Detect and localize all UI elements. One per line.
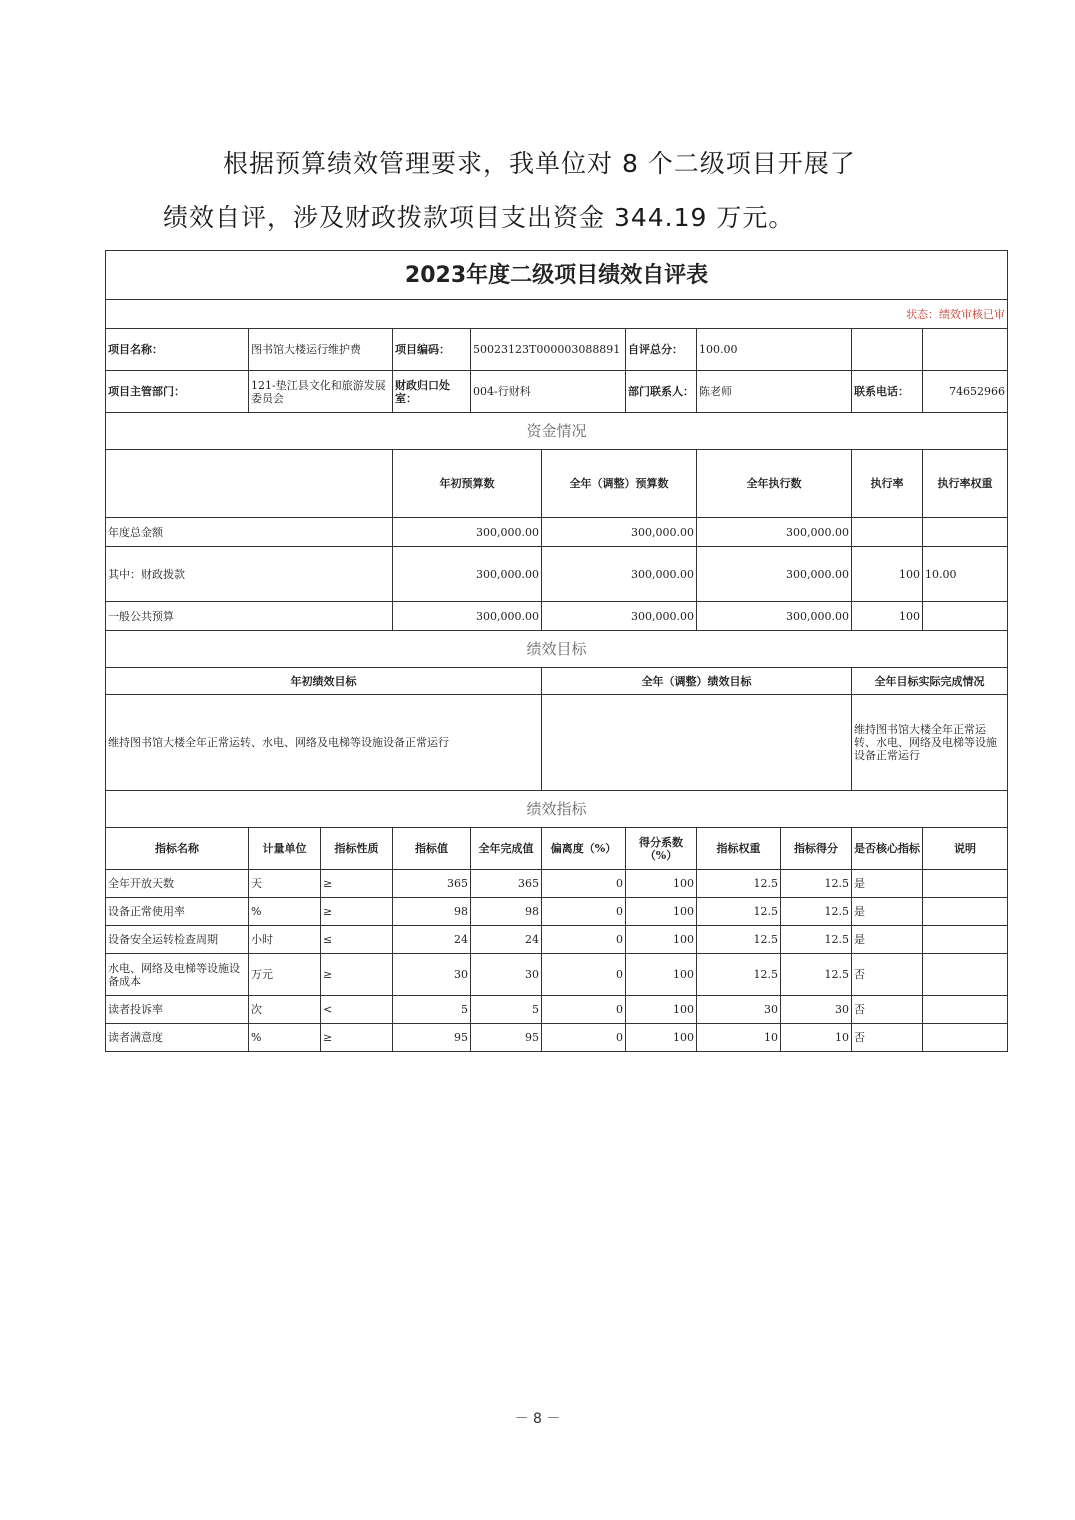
- ind-nature: ≥: [321, 898, 393, 926]
- fund-initial: 300,000.00: [393, 602, 542, 631]
- ind-score: 12.5: [781, 870, 852, 898]
- ind-nature: ≥: [321, 954, 393, 996]
- ind-name: 设备正常使用率: [106, 898, 249, 926]
- ind-deviation: 0: [542, 1024, 626, 1052]
- funds-row: [106, 547, 1008, 602]
- ind-coef: 100: [626, 954, 697, 996]
- ind-core: 是: [852, 870, 923, 898]
- ind-coef: 100: [626, 926, 697, 954]
- ind-header-done: 全年完成值: [471, 828, 542, 870]
- ind-unit: 万元: [249, 954, 321, 996]
- fund-weight: [923, 518, 1008, 547]
- ind-nature: ≥: [321, 870, 393, 898]
- ind-target: 24: [393, 926, 471, 954]
- ind-deviation: 0: [542, 954, 626, 996]
- ind-coef: 100: [626, 898, 697, 926]
- ind-done: 365: [471, 870, 542, 898]
- ind-target: 30: [393, 954, 471, 996]
- funds-header-initial: 年初预算数: [393, 450, 542, 518]
- ind-name: 设备安全运转检查周期: [106, 926, 249, 954]
- fund-adjusted: 300,000.00: [542, 602, 697, 631]
- indicator-row: [106, 996, 1008, 1024]
- ind-nature: ≥: [321, 1024, 393, 1052]
- ind-header-coef: 得分系数（%）: [626, 828, 697, 870]
- ind-unit: %: [249, 1024, 321, 1052]
- ind-name: 读者投诉率: [106, 996, 249, 1024]
- ind-note: [923, 898, 1008, 926]
- ind-header-name: 指标名称: [106, 828, 249, 870]
- ind-target: 95: [393, 1024, 471, 1052]
- funds-header-weight: 执行率权重: [923, 450, 1008, 518]
- intro-line-2: 绩效自评，涉及财政拨款项目支出资金 344.19 万元。: [163, 203, 795, 232]
- fund-executed: 300,000.00: [697, 602, 852, 631]
- goals-header-initial: 年初绩效目标: [106, 668, 542, 695]
- indicator-row: [106, 926, 1008, 954]
- ind-score: 10: [781, 1024, 852, 1052]
- ind-done: 98: [471, 898, 542, 926]
- funds-header-row: [106, 450, 1008, 518]
- info-row-2: [106, 371, 1008, 413]
- funds-row: [106, 518, 1008, 547]
- ind-core: 否: [852, 954, 923, 996]
- fund-adjusted: 300,000.00: [542, 547, 697, 602]
- ind-nature: <: [321, 996, 393, 1024]
- funds-section-title: 资金情况: [106, 413, 1008, 450]
- indicator-row: [106, 898, 1008, 926]
- ind-name: 读者满意度: [106, 1024, 249, 1052]
- ind-name: 水电、网络及电梯等设施设备成本: [106, 954, 249, 996]
- dept-label: 项目主管部门：: [106, 371, 249, 413]
- ind-weight: 10: [697, 1024, 781, 1052]
- ind-weight: 30: [697, 996, 781, 1024]
- fund-executed: 300,000.00: [697, 547, 852, 602]
- ind-unit: 小时: [249, 926, 321, 954]
- funds-header-executed: 全年执行数: [697, 450, 852, 518]
- project-name-label: 项目名称：: [106, 329, 249, 371]
- ind-core: 是: [852, 926, 923, 954]
- ind-note: [923, 870, 1008, 898]
- indicators-section-title: 绩效指标: [106, 791, 1008, 828]
- fund-adjusted: 300,000.00: [542, 518, 697, 547]
- funds-header-adjusted: 全年（调整）预算数: [542, 450, 697, 518]
- info-row-1: [106, 329, 1008, 371]
- goals-header-adjusted: 全年（调整）绩效目标: [542, 668, 852, 695]
- ind-core: 否: [852, 996, 923, 1024]
- empty-cell: [852, 329, 923, 371]
- ind-done: 5: [471, 996, 542, 1024]
- ind-header-target: 指标值: [393, 828, 471, 870]
- ind-weight: 12.5: [697, 926, 781, 954]
- goals-section-title: 绩效目标: [106, 631, 1008, 668]
- ind-header-deviation: 偏离度（%）: [542, 828, 626, 870]
- goal-initial: 维持图书馆大楼全年正常运转、水电、网络及电梯等设施设备正常运行: [106, 695, 542, 791]
- project-name: 图书馆大楼运行维护费: [249, 329, 393, 371]
- ind-score: 12.5: [781, 926, 852, 954]
- fund-rate: 100: [852, 547, 923, 602]
- ind-header-unit: 计量单位: [249, 828, 321, 870]
- funds-header-blank: [106, 450, 393, 518]
- ind-coef: 100: [626, 1024, 697, 1052]
- funds-header-rate: 执行率: [852, 450, 923, 518]
- goal-actual: 维持图书馆大楼全年正常运转、水电、网络及电梯等设施设备正常运行: [852, 695, 1008, 791]
- fund-name: 一般公共预算: [106, 602, 393, 631]
- fund-name: 年度总金额: [106, 518, 393, 547]
- fund-rate: 100: [852, 602, 923, 631]
- finance-office: 004-行财科: [471, 371, 626, 413]
- fund-initial: 300,000.00: [393, 518, 542, 547]
- goals-header-row: [106, 668, 1008, 695]
- ind-nature: ≤: [321, 926, 393, 954]
- ind-target: 5: [393, 996, 471, 1024]
- project-code-label: 项目编码：: [393, 329, 471, 371]
- ind-header-weight: 指标权重: [697, 828, 781, 870]
- indicator-row: [106, 954, 1008, 996]
- ind-coef: 100: [626, 996, 697, 1024]
- fund-rate: [852, 518, 923, 547]
- ind-unit: 天: [249, 870, 321, 898]
- indicator-row: [106, 870, 1008, 898]
- fund-executed: 300,000.00: [697, 518, 852, 547]
- fund-weight: [923, 602, 1008, 631]
- form-title: 2023年度二级项目绩效自评表: [106, 251, 1008, 300]
- ind-deviation: 0: [542, 926, 626, 954]
- ind-done: 30: [471, 954, 542, 996]
- goal-adjusted: [542, 695, 852, 791]
- ind-core: 否: [852, 1024, 923, 1052]
- contact: 陈老师: [697, 371, 852, 413]
- fund-initial: 300,000.00: [393, 547, 542, 602]
- self-score-label: 自评总分：: [626, 329, 697, 371]
- ind-target: 98: [393, 898, 471, 926]
- goals-row: [106, 695, 1008, 791]
- indicators-header-row: [106, 828, 1008, 870]
- phone-label: 联系电话：: [852, 371, 923, 413]
- empty-cell: [923, 329, 1008, 371]
- ind-score: 12.5: [781, 954, 852, 996]
- ind-header-score: 指标得分: [781, 828, 852, 870]
- fund-weight: 10.00: [923, 547, 1008, 602]
- ind-unit: %: [249, 898, 321, 926]
- funds-row: [106, 602, 1008, 631]
- contact-label: 部门联系人：: [626, 371, 697, 413]
- ind-core: 是: [852, 898, 923, 926]
- phone: 74652966: [923, 371, 1008, 413]
- page-number: － 8 －: [514, 1411, 561, 1427]
- ind-deviation: 0: [542, 996, 626, 1024]
- ind-header-nature: 指标性质: [321, 828, 393, 870]
- ind-score: 30: [781, 996, 852, 1024]
- ind-note: [923, 1024, 1008, 1052]
- ind-weight: 12.5: [697, 954, 781, 996]
- ind-weight: 12.5: [697, 870, 781, 898]
- self-score: 100.00: [697, 329, 852, 371]
- ind-header-note: 说明: [923, 828, 1008, 870]
- ind-target: 365: [393, 870, 471, 898]
- ind-note: [923, 954, 1008, 996]
- ind-score: 12.5: [781, 898, 852, 926]
- fund-name: 其中：财政拨款: [106, 547, 393, 602]
- ind-name: 全年开放天数: [106, 870, 249, 898]
- ind-done: 24: [471, 926, 542, 954]
- ind-unit: 次: [249, 996, 321, 1024]
- dept: 121-垫江县文化和旅游发展委员会: [249, 371, 393, 413]
- ind-note: [923, 996, 1008, 1024]
- ind-done: 95: [471, 1024, 542, 1052]
- goals-header-actual: 全年目标实际完成情况: [852, 668, 1008, 695]
- intro-paragraph: [163, 137, 923, 245]
- ind-coef: 100: [626, 870, 697, 898]
- intro-line-1: 根据预算绩效管理要求，我单位对 8 个二级项目开展了: [223, 149, 856, 178]
- finance-office-label: 财政归口处室：: [393, 371, 471, 413]
- ind-deviation: 0: [542, 898, 626, 926]
- ind-header-core: 是否核心指标: [852, 828, 923, 870]
- indicator-row: [106, 1024, 1008, 1052]
- ind-weight: 12.5: [697, 898, 781, 926]
- ind-deviation: 0: [542, 870, 626, 898]
- project-code: 50023123T000003088891: [471, 329, 626, 371]
- ind-note: [923, 926, 1008, 954]
- status-text: 状态：绩效审核已审: [106, 300, 1008, 329]
- self-evaluation-form: [105, 250, 1008, 1052]
